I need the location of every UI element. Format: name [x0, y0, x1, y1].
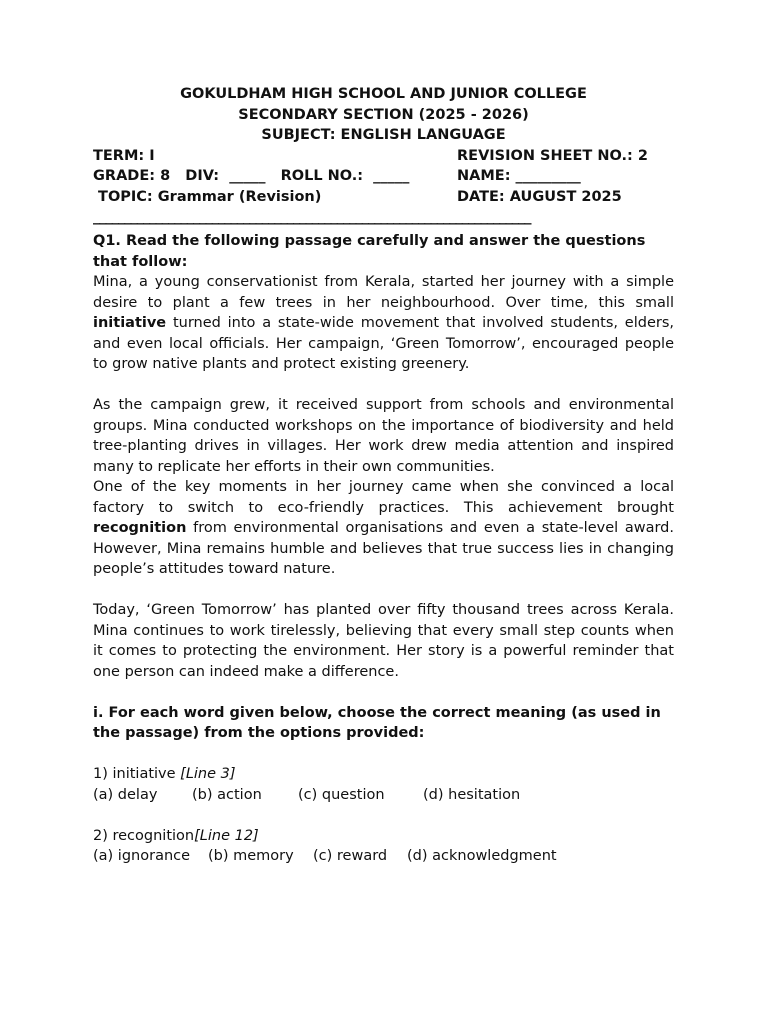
term-row [93, 146, 674, 167]
vocab-item-1 [93, 764, 674, 785]
name-field-label: NAME: _________ [457, 168, 581, 184]
option-d: (d) acknowledgment [407, 848, 557, 864]
option-d: (d) hesitation [423, 786, 521, 803]
passage-paragraph-2: As the campaign grew, it received support from schools and environmental groups. Mina conducted workshops on the importance of biodiversity and held tree-planting drives in villages. Her work drew media attention and inspired many to replicate her efforts in their own communities. [93, 397, 674, 475]
passage-text: from environmental organisations and even a state-level award. However, Mina remains humble and believes that true success lies in changing people’s attitudes toward nature. [93, 520, 674, 577]
topic-label: TOPIC: Grammar (Revision) [93, 188, 322, 205]
separator-rule: ______________________________________________________________________ [93, 209, 531, 225]
question-title: Q1. Read the following passage carefully and answer the questions that follow: [93, 233, 646, 270]
revision-sheet-label: REVISION SHEET NO.: 2 [457, 147, 648, 164]
line-reference: [Line 3] [180, 766, 236, 782]
subquestion-title: i. For each word given below, choose the correct meaning (as used in the passage) from the options provided: [93, 704, 661, 741]
option-a: (a) delay [93, 786, 158, 803]
school-name: GOKULDHAM HIGH SCHOOL AND JUNIOR COLLEGE [180, 86, 587, 102]
term-label: TERM: I [93, 147, 155, 164]
option-a: (a) ignorance [93, 848, 191, 864]
vocab-word-initiative: initiative [93, 315, 167, 331]
vocab-word: 2) recognition [93, 827, 195, 844]
options-row-1 [93, 785, 674, 806]
passage-paragraph-3 [93, 477, 674, 580]
option-b: (b) memory [208, 848, 294, 864]
line-reference: [Line 12] [194, 827, 259, 844]
vocab-word: 1) initiative [93, 766, 181, 782]
option-b: (b) action [192, 786, 262, 803]
date-label: DATE: AUGUST 2025 [457, 188, 622, 205]
passage-text: Mina, a young conservationist from Kerala, started her journey with a simple desire to plant a few trees in her neighbourhood. Over time, this small [93, 274, 674, 311]
passage-paragraph-4: Today, ‘Green Tomorrow’ has planted over fifty thousand trees across Kerala. Mina continues to work tirelessly, believing that every small step counts when it comes to protecting the environment. Her story is a powerful reminder that one person can indeed make a difference. [93, 602, 674, 680]
section-title: SECONDARY SECTION (2025 - 2026) [238, 106, 529, 123]
topic-row [93, 187, 674, 208]
worksheet-page [93, 84, 674, 867]
option-c: (c) reward [313, 848, 388, 864]
subject-title: SUBJECT: ENGLISH LANGUAGE [261, 127, 506, 143]
option-c: (c) question [298, 786, 385, 803]
vocab-item-2 [93, 826, 674, 847]
vocab-word-recognition: recognition [93, 520, 187, 536]
grade-div-roll-label: GRADE: 8 DIV: _____ ROLL NO.: _____ [93, 168, 410, 184]
passage-paragraph-1 [93, 272, 674, 375]
grade-row [93, 166, 674, 187]
passage-text: turned into a state-wide movement that involved students, elders, and even local officials. Her campaign, ‘Green Tomorrow’, encouraged people to grow native plants and protect existing greenery. [93, 315, 674, 372]
options-row-2 [93, 846, 674, 867]
passage-text: One of the key moments in her journey came when she convinced a local factory to switch to eco-friendly practices. This achievement brought [93, 479, 674, 516]
